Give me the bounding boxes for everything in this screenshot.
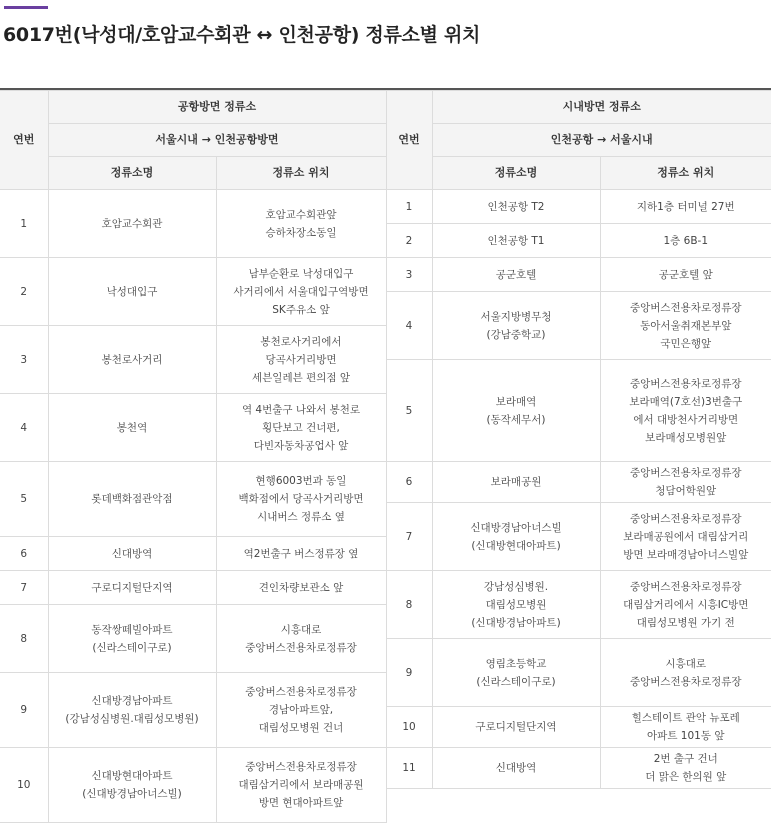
city-stop-no: 6 [386, 462, 432, 503]
city-stop-name: 영림초등학교 (신라스테이구로) [432, 639, 600, 707]
city-stop-name: 신대방역 [432, 748, 600, 789]
city-stop-no: 2 [386, 224, 432, 258]
city-stop-no: 11 [386, 748, 432, 789]
airport-stop-location: 중앙버스전용차로정류장 경남아파트앞, 대림성모병원 건너 [216, 673, 386, 748]
airport-stop-location: 역 4번출구 나와서 봉천로 횡단보고 건너편, 다빈자동차공업사 앞 [216, 394, 386, 462]
city-stop-location: 중앙버스전용차로정류장 대림삼거리에서 시흥IC방면 대림성모병원 가기 전 [600, 571, 771, 639]
airport-stop-name: 봉천로사거리 [48, 326, 216, 394]
city-stop-no: 10 [386, 707, 432, 748]
seq-header-city: 연번 [386, 91, 432, 190]
bus-stop-table [0, 90, 771, 823]
city-stop-no: 9 [386, 639, 432, 707]
stop-table-wrapper [0, 88, 771, 823]
airport-stop-name: 신대방현대아파트 (신대방경남아너스빌) [48, 748, 216, 823]
airport-stop-name: 신대방경남아파트 (강남성심병원.대림성모병원) [48, 673, 216, 748]
city-stop-location: 중앙버스전용차로정류장 보라매공원에서 대림삼거리 방면 보라매경남아너스빌앞 [600, 503, 771, 571]
airbound-stop-name-header: 정류소명 [48, 157, 216, 190]
airport-stop-no: 3 [0, 326, 48, 394]
airbound-stop-location-header: 정류소 위치 [216, 157, 386, 190]
city-stop-location: 2번 출구 건너 더 맑은 한의원 앞 [600, 748, 771, 789]
airport-stop-name: 신대방역 [48, 537, 216, 571]
airport-stop-location: 역2번출구 버스정류장 옆 [216, 537, 386, 571]
airport-stop-location: 남부순환로 낙성대입구 사거리에서 서울대입구역방면 SK주유소 앞 [216, 258, 386, 326]
city-stop-no: 3 [386, 258, 432, 292]
airport-stop-location: 호암교수회관앞 승하차장소동일 [216, 190, 386, 258]
city-stop-location: 중앙버스전용차로정류장 청담어학원앞 [600, 462, 771, 503]
airport-stop-name: 낙성대입구 [48, 258, 216, 326]
city-stop-name: 보라매공원 [432, 462, 600, 503]
airport-stop-name: 구로디지털단지역 [48, 571, 216, 605]
city-stop-location: 1층 6B-1 [600, 224, 771, 258]
airport-stop-name: 호암교수회관 [48, 190, 216, 258]
city-stop-name: 보라매역 (동작세무서) [432, 360, 600, 462]
table-row [0, 462, 771, 503]
title-accent-bar [4, 6, 48, 9]
airport-stop-location: 견인차량보관소 앞 [216, 571, 386, 605]
airport-stop-location: 현행6003번과 동일 백화점에서 당곡사거리방면 시내버스 정류소 옆 [216, 462, 386, 537]
airport-stop-name: 롯데백화점관악점 [48, 462, 216, 537]
airport-stop-no: 8 [0, 605, 48, 673]
city-stop-location: 중앙버스전용차로정류장 보라매역(7호선)3번출구 에서 대방천사거리방면 보라매성모병원앞 [600, 360, 771, 462]
city-stop-name: 신대방경남아너스빌 (신대방현대아파트) [432, 503, 600, 571]
seq-header-airport: 연번 [0, 91, 48, 190]
airport-stop-no: 1 [0, 190, 48, 258]
citybound-header: 시내방면 정류소 [432, 91, 771, 124]
airbound-header: 공항방면 정류소 [48, 91, 386, 124]
table-row [0, 190, 771, 224]
citybound-stop-name-header: 정류소명 [432, 157, 600, 190]
airport-stop-no: 6 [0, 537, 48, 571]
city-stop-no: 7 [386, 503, 432, 571]
city-stop-no: 8 [386, 571, 432, 639]
city-stop-name: 서울지방병무청 (강남중학교) [432, 292, 600, 360]
citybound-stop-location-header: 정류소 위치 [600, 157, 771, 190]
table-row [0, 571, 771, 605]
airport-stop-no: 2 [0, 258, 48, 326]
airport-stop-location: 중앙버스전용차로정류장 대림삼거리에서 보라매공원 방면 현대아파트앞 [216, 748, 386, 823]
city-stop-location: 중앙버스전용차로정류장 동아서울취재본부앞 국민은행앞 [600, 292, 771, 360]
airport-stop-name: 동작쌍떼빌아파트 (신라스테이구로) [48, 605, 216, 673]
city-stop-name: 공군호텔 [432, 258, 600, 292]
city-stop-name: 구로디지털단지역 [432, 707, 600, 748]
city-stop-location: 지하1층 터미널 27번 [600, 190, 771, 224]
airport-stop-no: 7 [0, 571, 48, 605]
city-stop-location: 공군호텔 앞 [600, 258, 771, 292]
city-stop-name: 강남성심병원. 대림성모병원 (신대방경남아파트) [432, 571, 600, 639]
airport-stop-no: 4 [0, 394, 48, 462]
airport-stop-no: 5 [0, 462, 48, 537]
city-stop-location: 시흥대로 중앙버스전용차로정류장 [600, 639, 771, 707]
airbound-direction: 서울시내 → 인천공항방면 [48, 124, 386, 157]
table-row [0, 748, 771, 789]
table-row [0, 258, 771, 292]
airport-stop-name: 봉천역 [48, 394, 216, 462]
city-stop-name: 인천공항 T1 [432, 224, 600, 258]
airport-stop-location: 봉천로사거리에서 당곡사거리방면 세븐일레븐 편의점 앞 [216, 326, 386, 394]
city-stop-no: 4 [386, 292, 432, 360]
page-title: 6017번(낙성대/호암교수회관 ↔ 인천공항) 정류소별 위치 [3, 24, 481, 46]
airport-stop-location: 시흥대로 중앙버스전용차로정류장 [216, 605, 386, 673]
city-stop-no: 1 [386, 190, 432, 224]
city-stop-no: 5 [386, 360, 432, 462]
airport-stop-no: 9 [0, 673, 48, 748]
city-stop-name: 인천공항 T2 [432, 190, 600, 224]
citybound-direction: 인천공항 → 서울시내 [432, 124, 771, 157]
city-stop-location: 힐스테이트 관악 뉴포레 아파트 101동 앞 [600, 707, 771, 748]
airport-stop-no: 10 [0, 748, 48, 823]
